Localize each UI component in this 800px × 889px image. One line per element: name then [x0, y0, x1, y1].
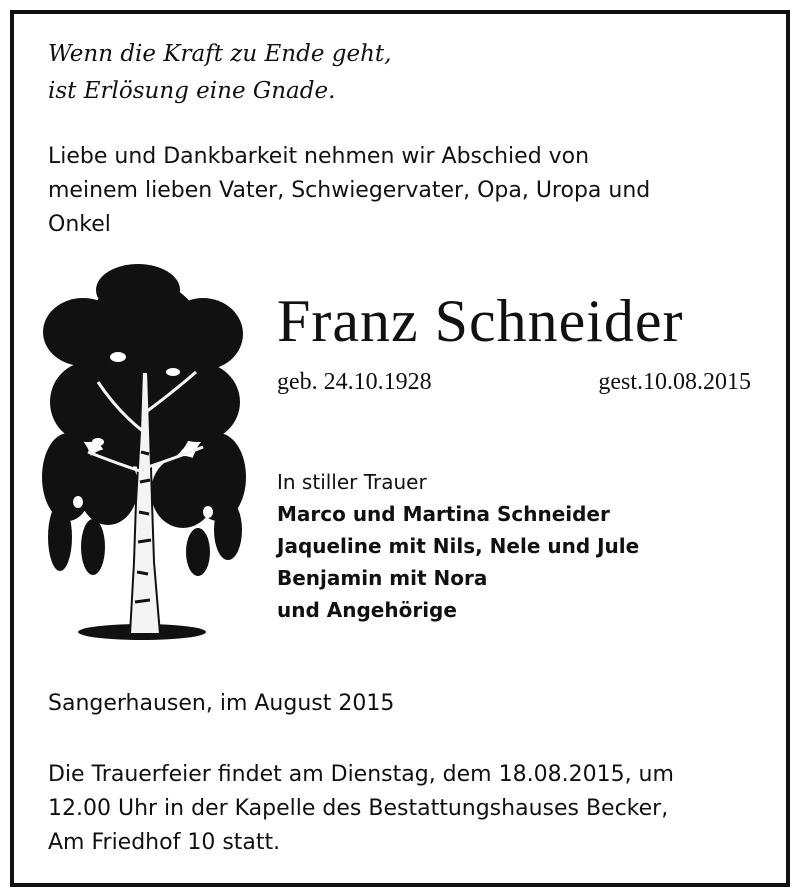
- death-date: gest.10.08.2015: [598, 369, 751, 395]
- intro-line-1: Liebe und Dankbarkeit nehmen wir Abschied von: [48, 144, 590, 169]
- birch-tree-icon: [38, 262, 250, 652]
- birth-date: geb. 24.10.1928: [277, 369, 432, 395]
- mourner-name: und Angehörige: [277, 598, 457, 622]
- mourner-name: Jaqueline mit Nils, Nele und Jule: [277, 534, 640, 558]
- service-line-3: Am Friedhof 10 statt.: [48, 830, 281, 855]
- service-line-2: 12.00 Uhr in der Kapelle des Bestattungshauses Becker,: [48, 796, 669, 821]
- intro-line-2: meinem lieben Vater, Schwiegervater, Opa, Uropa und: [48, 178, 651, 203]
- service-line-1: Die Trauerfeier findet am Dienstag, dem 18.08.2015, um: [48, 762, 674, 787]
- mourner-name: Benjamin mit Nora: [277, 566, 488, 590]
- motto-line-1: Wenn die Kraft zu Ende geht,: [48, 41, 392, 67]
- place-date: Sangerhausen, im August 2015: [48, 691, 395, 716]
- mourner-name: Marco und Martina Schneider: [277, 502, 610, 526]
- mourners-heading: In stiller Trauer: [277, 470, 427, 494]
- deceased-name: Franz Schneider: [277, 288, 684, 354]
- mourners-block: [277, 466, 639, 626]
- motto-line-2: ist Erlösung eine Gnade.: [48, 78, 336, 104]
- funeral-service-info: [48, 758, 674, 860]
- intro-text: [48, 140, 650, 242]
- life-dates: [277, 366, 751, 398]
- motto-verse: [48, 36, 391, 110]
- intro-line-3: Onkel: [48, 212, 111, 237]
